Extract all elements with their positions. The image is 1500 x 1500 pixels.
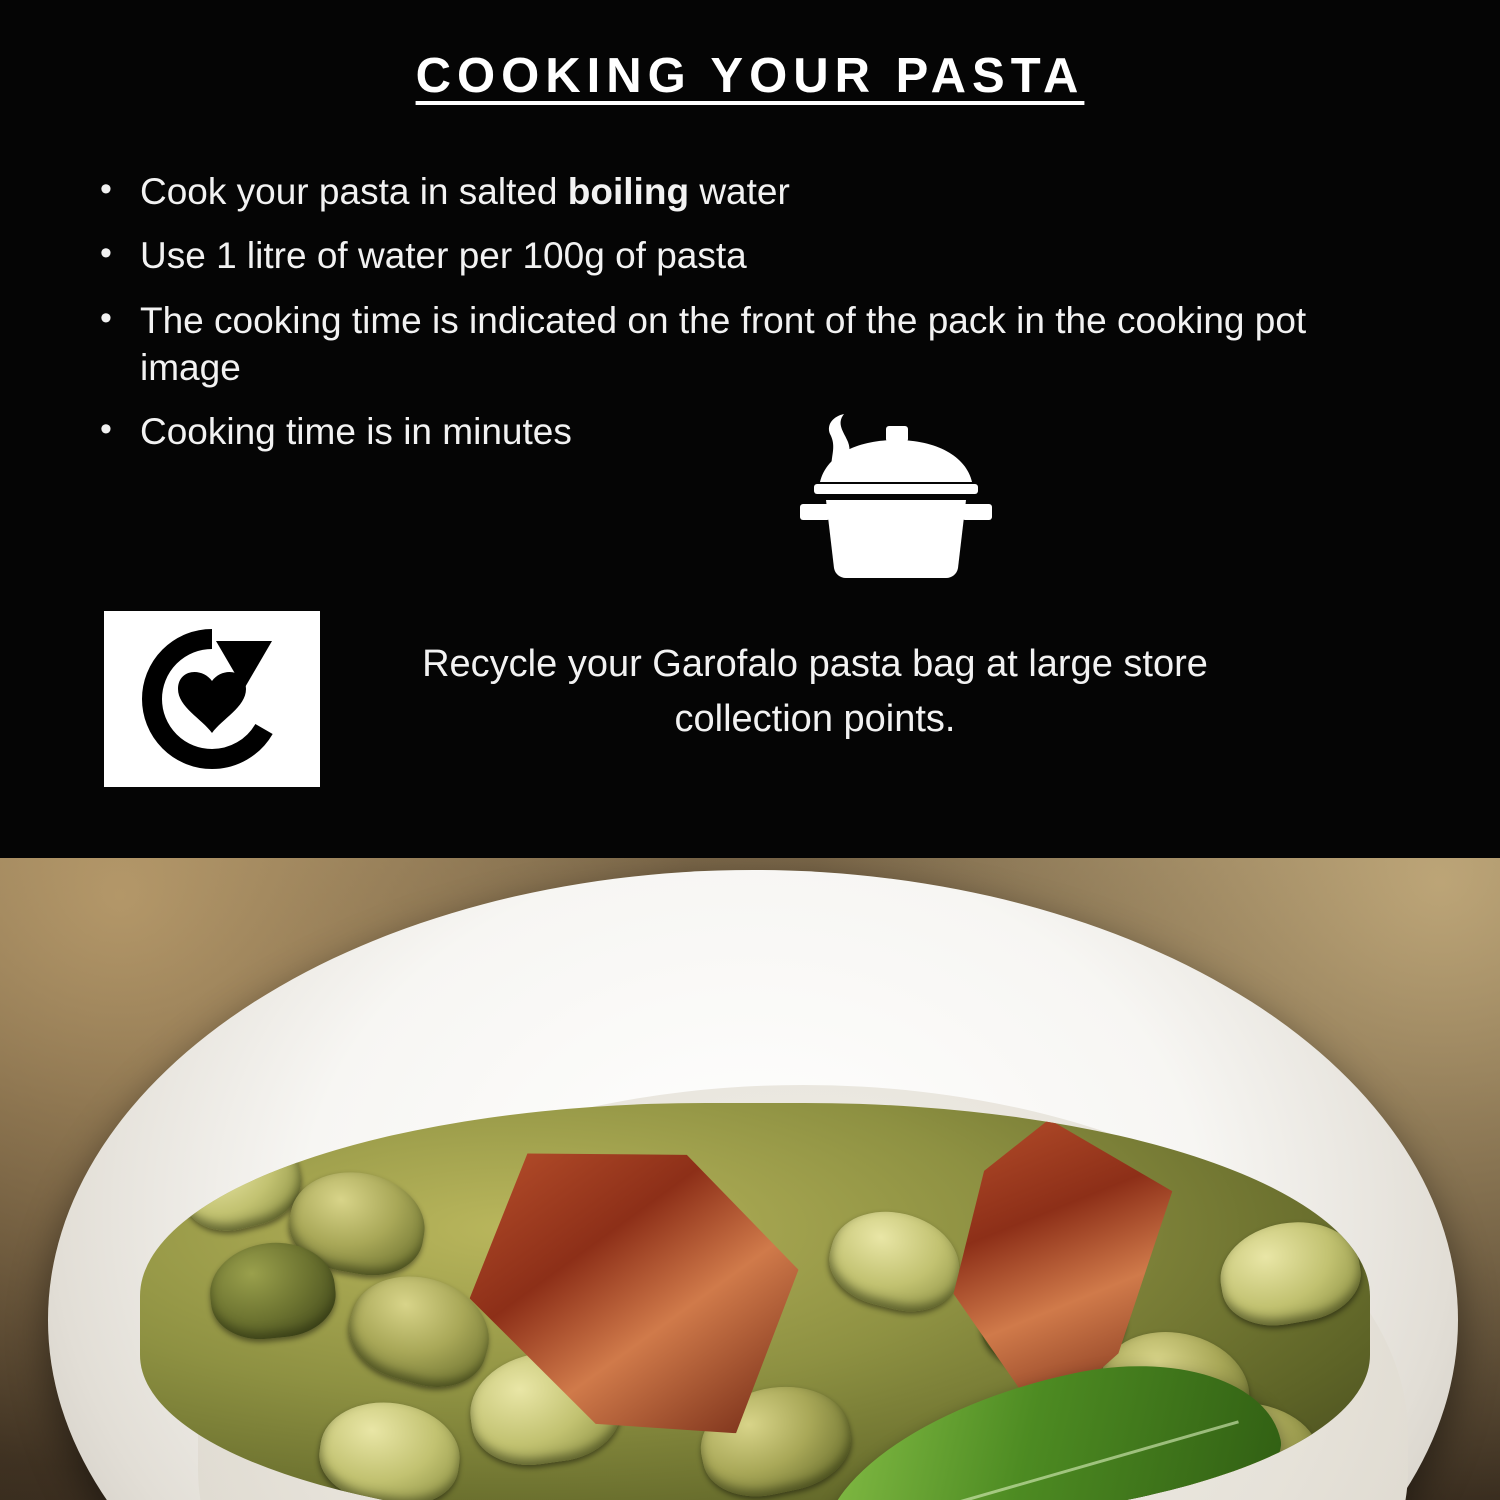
list-item-text: The cooking time is indicated on the front of the pack in the cooking pot image xyxy=(140,299,1307,389)
instruction-list xyxy=(100,168,1400,473)
list-item xyxy=(100,168,1400,215)
bullet-marker: • xyxy=(100,234,112,273)
recycle-loop-heart-icon xyxy=(104,611,320,787)
list-item-text: Cooking time is in minutes xyxy=(140,411,572,453)
cooking-pot-icon xyxy=(800,408,1000,588)
list-item-text-bold: boiling xyxy=(567,171,690,212)
list-item xyxy=(100,408,1400,455)
page-title: COOKING YOUR PASTA xyxy=(415,49,1085,103)
list-item-text-pre: Cook your pasta in salted xyxy=(140,171,568,212)
bullet-marker: • xyxy=(100,298,112,337)
list-item xyxy=(100,297,1400,392)
list-item-text xyxy=(140,168,1370,215)
list-item-text-post: water xyxy=(689,171,790,212)
recycle-instruction-text: Recycle your Garofalo pasta bag at large store collection points. xyxy=(422,643,1208,741)
pasta-mound xyxy=(140,1103,1370,1500)
bullet-marker: • xyxy=(100,170,112,208)
list-item-text: Use 1 litre of water per 100g of pasta xyxy=(140,235,747,277)
list-item xyxy=(100,232,1400,279)
pasta-dish-photo xyxy=(0,858,1500,1500)
bullet-marker: • xyxy=(100,410,112,449)
